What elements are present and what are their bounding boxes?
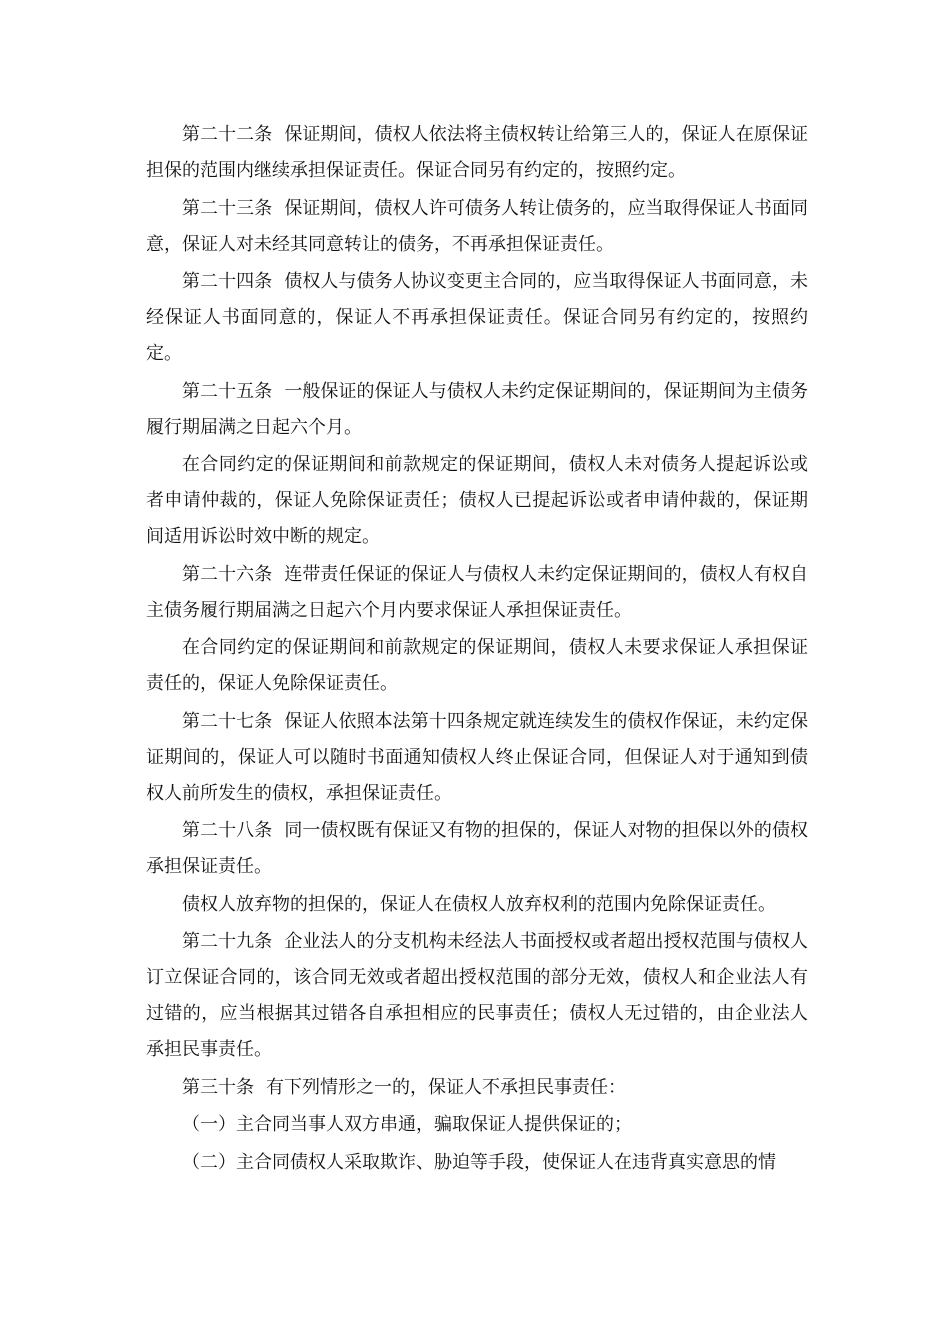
article-text: 有下列情形之一的，保证人不承担民事责任： bbox=[266, 1076, 626, 1098]
article-number: 第二十六条 bbox=[182, 563, 273, 585]
article-text: 同一债权既有保证又有物的担保的，保证人对物的担保以外的债权承担保证责任。 bbox=[146, 820, 809, 877]
article-text: 保证人依照本法第十四条规定就连续发生的债权作保证，未约定保证期间的，保证人可以随时书面通知债权人终止保证合同，但保证人对于通知到债权人前所发生的债权，承担保证责任。 bbox=[146, 710, 809, 804]
article-28 bbox=[146, 813, 808, 885]
article-number: 第二十八条 bbox=[182, 820, 273, 841]
article-26 bbox=[146, 557, 808, 629]
article-text: 债权人与债务人协议变更主合同的，应当取得保证人书面同意，未经保证人书面同意的，保证人不再承担保证责任。保证合同另有约定的，按照约定。 bbox=[146, 271, 809, 364]
paragraph-text: 在合同约定的保证期间和前款规定的保证期间，债权人未对债务人提起诉讼或者申请仲裁的，保证人免除保证责任；债权人已提起诉讼或者申请仲裁的，保证期间适用诉讼时效中断的规定。 bbox=[146, 454, 808, 547]
paragraph-text: 在合同约定的保证期间和前款规定的保证期间，债权人未要求保证人承担保证责任的，保证人免除保证责任。 bbox=[146, 637, 808, 694]
article-26-clause-2 bbox=[146, 630, 808, 702]
article-number: 第二十九条 bbox=[182, 931, 273, 952]
article-number: 第二十五条 bbox=[182, 380, 273, 402]
article-text: 连带责任保证的保证人与债权人未约定保证期间的，债权人有权自主债务履行期届满之日起六个月内要求保证人承担保证责任。 bbox=[146, 563, 809, 621]
article-24 bbox=[146, 264, 808, 372]
article-25 bbox=[146, 374, 808, 446]
article-30-item-2 bbox=[146, 1145, 808, 1181]
article-text: 一般保证的保证人与债权人未约定保证期间的，保证期间为主债务履行期届满之日起六个月。 bbox=[146, 380, 809, 438]
article-27 bbox=[146, 704, 808, 812]
article-30 bbox=[146, 1070, 808, 1106]
document-body bbox=[146, 117, 808, 1182]
article-28-clause-2 bbox=[146, 887, 808, 923]
article-30-item-1 bbox=[146, 1107, 808, 1143]
article-number: 第二十七条 bbox=[182, 710, 273, 732]
article-number: 第二十二条 bbox=[182, 124, 273, 145]
article-23 bbox=[146, 191, 808, 263]
item-text: （一）主合同当事人双方串通，骗取保证人提供保证的； bbox=[182, 1114, 632, 1135]
article-29 bbox=[146, 924, 808, 1068]
paragraph-text: 债权人放弃物的担保的，保证人在债权人放弃权利的范围内免除保证责任。 bbox=[182, 893, 776, 915]
article-text: 企业法人的分支机构未经法人书面授权或者超出授权范围与债权人订立保证合同的，该合同无效或者超出授权范围的部分无效，债权人和企业法人有过错的，应当根据其过错各自承担相应的民事责任；债权人无过错的，由企业法人承担民事责任。 bbox=[146, 931, 809, 1060]
article-22 bbox=[146, 117, 808, 189]
article-text: 保证期间，债权人依法将主债权转让给第三人的，保证人在原保证担保的范围内继续承担保证责任。保证合同另有约定的，按照约定。 bbox=[146, 124, 809, 181]
article-25-clause-2 bbox=[146, 447, 808, 555]
article-text: 保证期间，债权人许可债务人转让债务的，应当取得保证人书面同意，保证人对未经其同意转让的债务，不再承担保证责任。 bbox=[146, 197, 809, 255]
item-text: （二）主合同债权人采取欺诈、胁迫等手段，使保证人在违背真实意思的情 bbox=[182, 1151, 776, 1173]
article-number: 第二十三条 bbox=[182, 197, 273, 219]
article-number: 第二十四条 bbox=[182, 271, 273, 292]
article-number: 第三十条 bbox=[182, 1076, 254, 1098]
